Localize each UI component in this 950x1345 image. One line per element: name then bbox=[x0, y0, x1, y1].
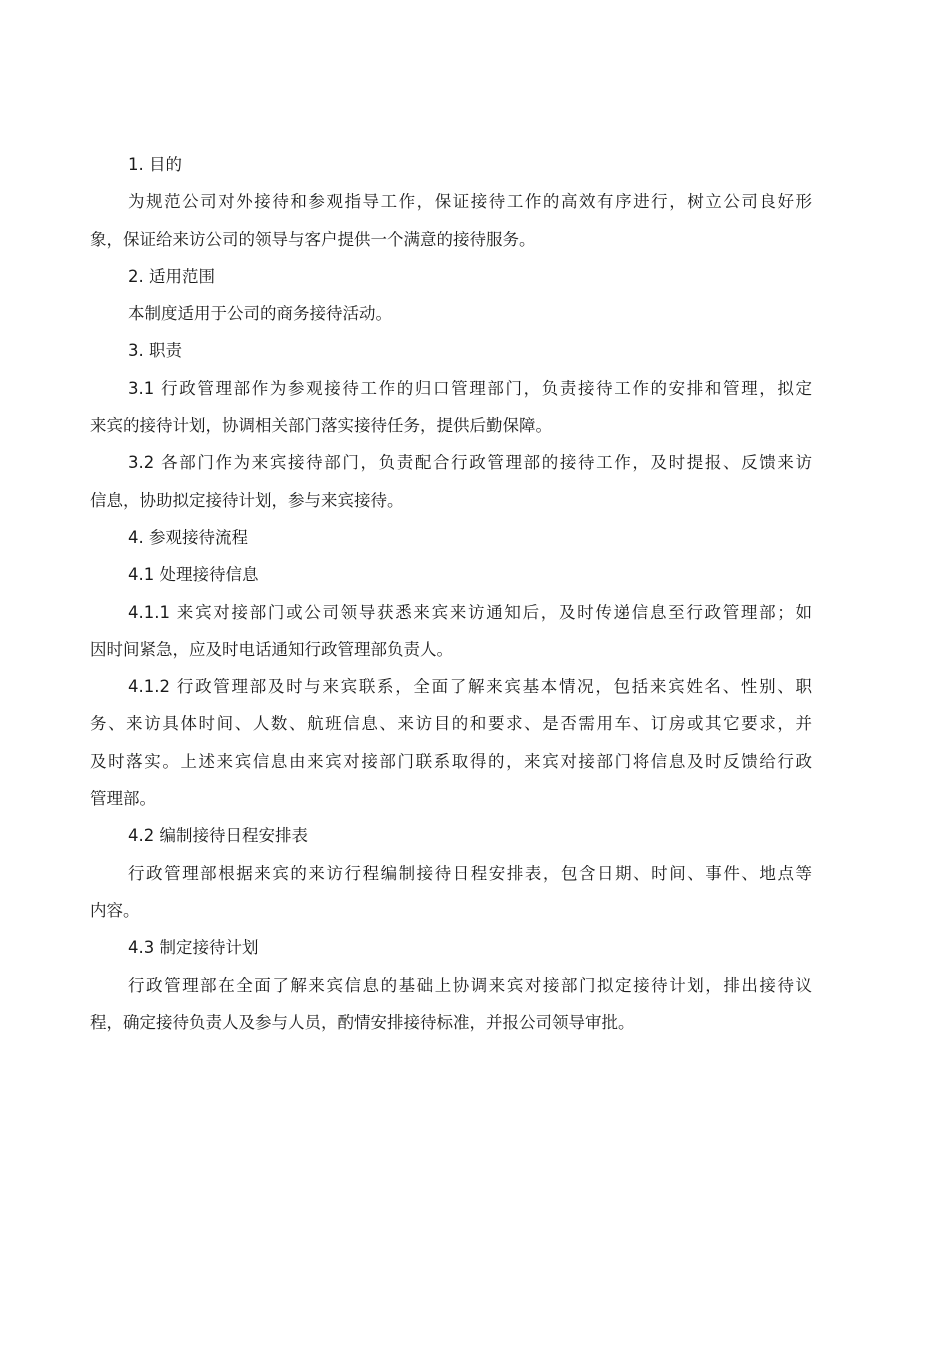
paragraph-line: 信息，协助拟定接待计划，参与来宾接待。 bbox=[90, 490, 404, 510]
paragraph-line: 行政管理部根据来宾的来访行程编制接待日程安排表，包含日期、时间、事件、地点等 bbox=[128, 863, 812, 883]
paragraph-line: 3.2 各部门作为来宾接待部门，负责配合行政管理部的接待工作，及时提报、反馈来访 bbox=[128, 453, 812, 473]
subsection-heading-4-1: 4.1 处理接待信息 bbox=[128, 565, 259, 585]
paragraph-line: 行政管理部在全面了解来宾信息的基础上协调来宾对接部门拟定接待计划，排出接待议 bbox=[128, 975, 812, 995]
section-heading-scope: 2. 适用范围 bbox=[128, 266, 215, 286]
paragraph-line: 务、来访具体时间、人数、航班信息、来访目的和要求、是否需用车、订房或其它要求，并 bbox=[90, 714, 812, 734]
paragraph-line: 4.1.1 来宾对接部门或公司领导获悉来宾来访通知后，及时传递信息至行政管理部；如 bbox=[128, 602, 812, 622]
subsection-heading-4-2: 4.2 编制接待日程安排表 bbox=[128, 826, 308, 846]
paragraph-line: 因时间紧急，应及时电话通知行政管理部负责人。 bbox=[90, 639, 453, 659]
paragraph-line: 本制度适用于公司的商务接待活动。 bbox=[128, 304, 392, 324]
section-heading-process: 4. 参观接待流程 bbox=[128, 527, 248, 547]
document-body bbox=[90, 146, 812, 1041]
paragraph-line: 3.1 行政管理部作为参观接待工作的归口管理部门，负责接待工作的安排和管理，拟定 bbox=[128, 378, 812, 398]
subsection-heading-4-3: 4.3 制定接待计划 bbox=[128, 938, 259, 958]
paragraph-line: 内容。 bbox=[90, 900, 140, 920]
paragraph-line: 及时落实。上述来宾信息由来宾对接部门联系取得的，来宾对接部门将信息及时反馈给行政 bbox=[90, 751, 812, 771]
section-heading-purpose: 1. 目的 bbox=[128, 155, 182, 174]
paragraph-line: 管理部。 bbox=[90, 789, 156, 809]
paragraph-line: 4.1.2 行政管理部及时与来宾联系，全面了解来宾基本情况，包括来宾姓名、性别、职 bbox=[128, 677, 812, 697]
section-heading-duties: 3. 职责 bbox=[128, 341, 182, 361]
paragraph-line: 为规范公司对外接待和参观指导工作，保证接待工作的高效有序进行，树立公司良好形 bbox=[128, 192, 812, 212]
paragraph-line: 象，保证给来访公司的领导与客户提供一个满意的接待服务。 bbox=[90, 229, 536, 249]
paragraph-line: 程，确定接待负责人及参与人员，酌情安排接待标准，并报公司领导审批。 bbox=[90, 1012, 635, 1032]
paragraph-line: 来宾的接待计划，协调相关部门落实接待任务，提供后勤保障。 bbox=[90, 416, 552, 436]
